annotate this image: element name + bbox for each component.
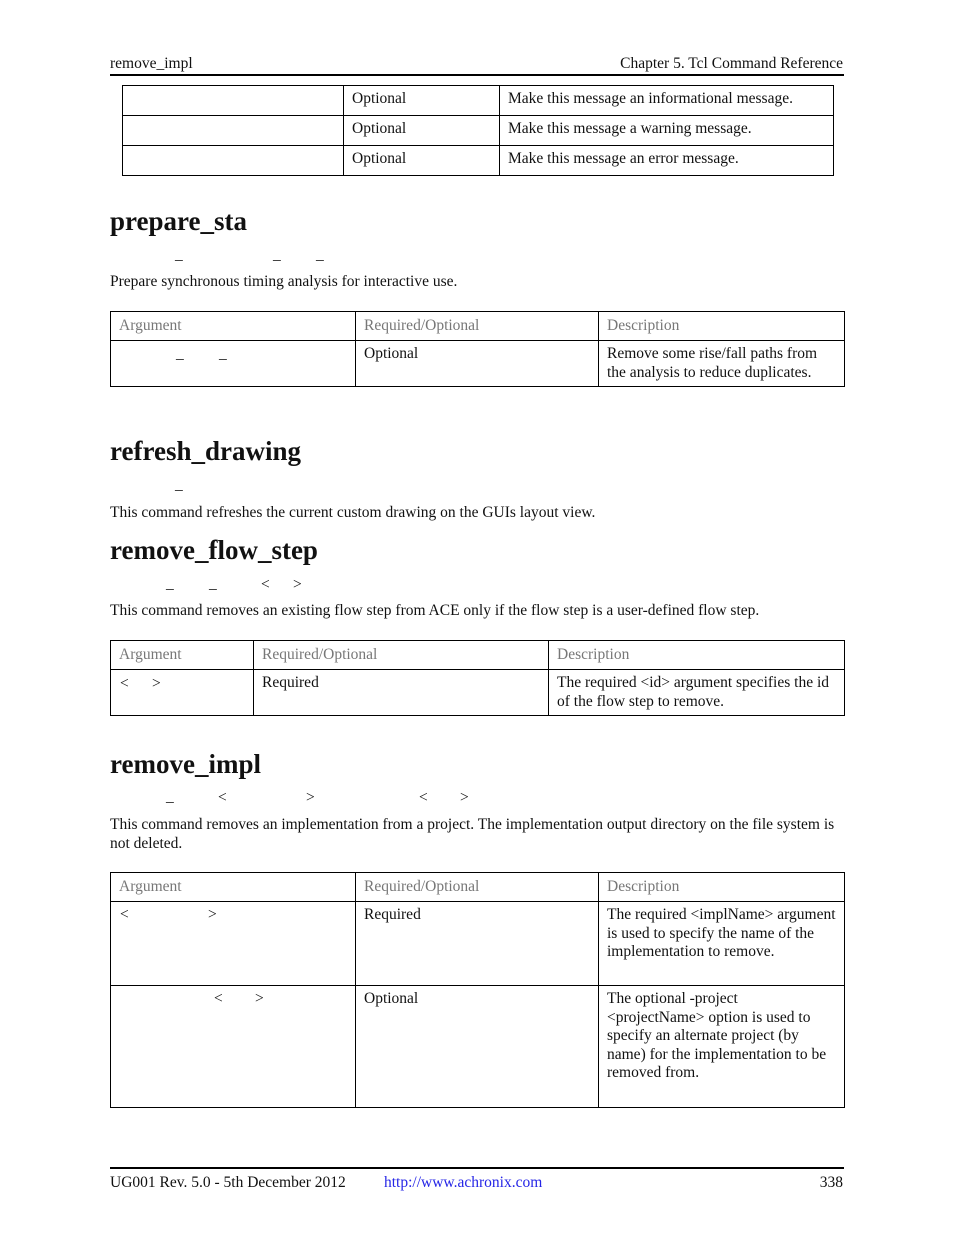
section-description: This command removes an implementation from a project. The implementation output directory on the file system is not deleted. [110, 816, 835, 852]
syntax-glyph: _ [175, 246, 183, 263]
desc-cell: The optional -project <projectName> option is used to specify an alternate project (by name) for the implementation to be removed from. [599, 986, 845, 1108]
req-cell: Required [254, 670, 549, 716]
footer-rule [110, 1167, 844, 1169]
req-cell: Required [356, 902, 599, 986]
section-title-remove-impl: remove_impl [110, 749, 261, 779]
syntax-glyph: > [460, 789, 469, 806]
column-header: Description [549, 641, 845, 670]
arg-cell [111, 670, 254, 716]
arg-glyph: > [255, 990, 264, 1007]
arg-glyph: _ [176, 345, 184, 362]
arguments-table [110, 872, 845, 1108]
section-description: This command refreshes the current custom drawing on the GUIs layout view. [110, 504, 596, 521]
arguments-table [110, 311, 845, 387]
column-header: Description [599, 312, 845, 341]
arguments-table [110, 640, 845, 716]
req-cell: Optional [356, 341, 599, 387]
table-row [123, 116, 834, 146]
table-row [123, 146, 834, 176]
table-row [111, 986, 845, 1108]
options-table-continued [122, 85, 834, 176]
syntax-glyph: _ [273, 246, 281, 263]
section-description: This command removes an existing flow step from ACE only if the flow step is a user-defined flow step. [110, 602, 760, 619]
desc-cell: Make this message an error message. [500, 146, 834, 176]
arg-cell [123, 86, 344, 116]
section-title-refresh-drawing: refresh_drawing [110, 436, 301, 466]
table-row [111, 670, 845, 716]
column-header: Argument [111, 641, 254, 670]
syntax-glyph: _ [166, 575, 174, 592]
section-title-remove-flow-step: remove_flow_step [110, 535, 318, 565]
table-row [111, 902, 845, 986]
req-cell: Optional [356, 986, 599, 1108]
arg-cell [123, 146, 344, 176]
column-header: Required/Optional [356, 873, 599, 902]
req-cell: Optional [344, 146, 500, 176]
desc-cell: Make this message an informational message. [500, 86, 834, 116]
desc-cell: The required <implName> argument is used to specify the name of the implementation to remove. [599, 902, 845, 986]
arg-glyph: < [120, 675, 129, 692]
column-header: Required/Optional [356, 312, 599, 341]
syntax-glyph: _ [209, 575, 217, 592]
section-title-prepare-sta: prepare_sta [110, 206, 247, 236]
page-number: 338 [819, 1174, 843, 1191]
arg-cell [111, 341, 356, 387]
desc-cell: Remove some rise/fall paths from the analysis to reduce duplicates. [599, 341, 845, 387]
header-rule [110, 74, 844, 76]
running-header-left: remove_impl [110, 55, 193, 72]
arg-glyph: > [208, 906, 217, 923]
arg-cell [111, 986, 356, 1108]
arg-glyph: < [120, 906, 129, 923]
running-header-right: Chapter 5. Tcl Command Reference [620, 55, 843, 72]
column-header: Argument [111, 873, 356, 902]
desc-cell: Make this message a warning message. [500, 116, 834, 146]
arg-cell [123, 116, 344, 146]
column-header: Argument [111, 312, 356, 341]
column-header: Required/Optional [254, 641, 549, 670]
arg-glyph: < [214, 990, 223, 1007]
syntax-glyph: _ [175, 476, 183, 493]
syntax-glyph: _ [316, 246, 324, 263]
syntax-glyph: _ [166, 788, 174, 805]
syntax-glyph: < [419, 789, 428, 806]
desc-cell: The required <id> argument specifies the id of the flow step to remove. [549, 670, 845, 716]
req-cell: Optional [344, 116, 500, 146]
table-row [123, 86, 834, 116]
section-description: Prepare synchronous timing analysis for interactive use. [110, 273, 458, 290]
arg-glyph: _ [219, 345, 227, 362]
syntax-glyph: > [293, 576, 302, 593]
table-row [111, 341, 845, 387]
syntax-glyph: < [218, 789, 227, 806]
syntax-glyph: < [261, 576, 270, 593]
arg-glyph: > [152, 675, 161, 692]
arg-cell [111, 902, 356, 986]
footer-doc-info: UG001 Rev. 5.0 - 5th December 2012 [110, 1174, 346, 1191]
column-header: Description [599, 873, 845, 902]
syntax-glyph: > [306, 789, 315, 806]
req-cell: Optional [344, 86, 500, 116]
footer-website-link[interactable]: http://www.achronix.com [384, 1174, 543, 1191]
